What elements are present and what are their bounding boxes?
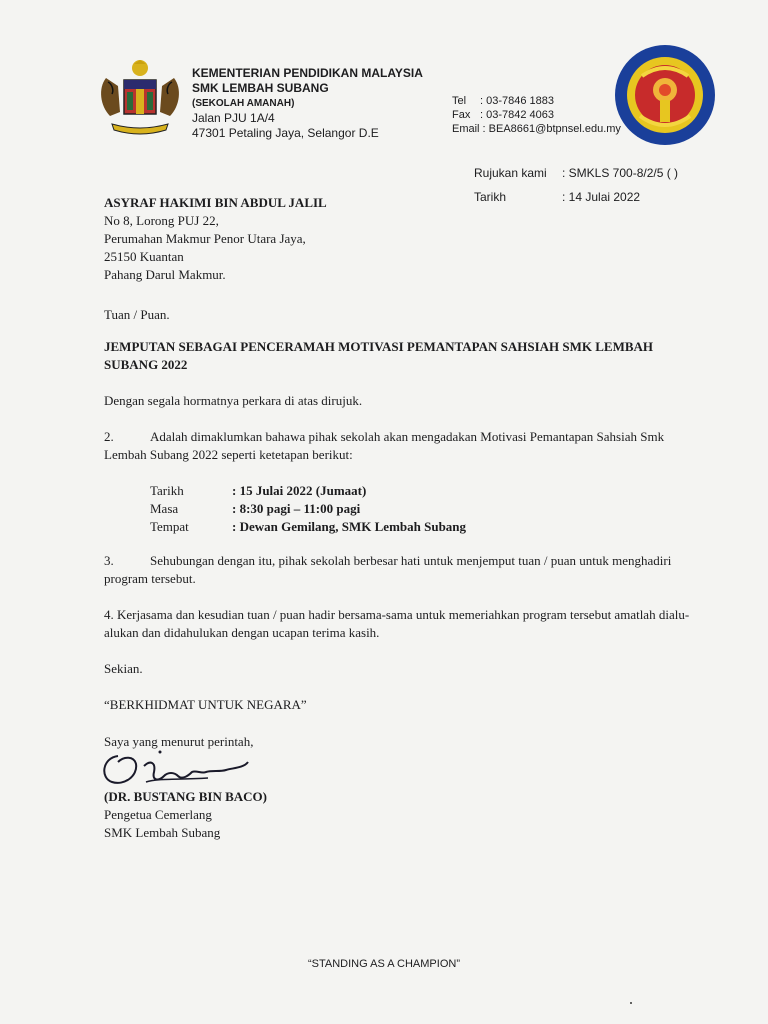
detail-value: : Dewan Gemilang, SMK Lembah Subang xyxy=(232,519,467,534)
event-details xyxy=(150,482,466,536)
address-line: No 8, Lorong PUJ 22, xyxy=(104,213,219,228)
school-street: Jalan PJU 1A/4 xyxy=(192,111,275,125)
closing-phrase: Saya yang menurut perintah, xyxy=(104,734,254,749)
detail-value: : 8:30 pagi – 11:00 pagi xyxy=(232,501,361,516)
address-line: 25150 Kuantan xyxy=(104,249,184,264)
signer-name: (DR. BUSTANG BIN BACO) xyxy=(104,789,267,804)
signer-school: SMK Lembah Subang xyxy=(104,825,221,840)
detail-label: Tempat xyxy=(150,519,189,534)
contact-block xyxy=(452,94,621,136)
scan-speck xyxy=(630,1002,632,1004)
tel-label: Tel xyxy=(452,95,467,107)
fax-value: : 03-7842 4063 xyxy=(480,109,555,121)
ministry-name: KEMENTERIAN PENDIDIKAN MALAYSIA xyxy=(192,66,423,80)
detail-label: Masa xyxy=(150,501,179,516)
email-text: Email : BEA8661@btpnsel.edu.my xyxy=(452,123,621,135)
paragraph-4: 4. Kerjasama dan kesudian tuan / puan hadir bersama-sama untuk memeriahkan program tersebut amatlah dialu-alukan dan didahulukan dengan ucapan terima kasih. xyxy=(104,607,690,640)
school-status: (SEKOLAH AMANAH) xyxy=(192,98,295,109)
detail-row xyxy=(150,482,466,500)
detail-row xyxy=(150,518,466,536)
salutation: Tuan / Puan. xyxy=(104,307,170,322)
recipient-address xyxy=(104,194,327,284)
signer-title: Pengetua Cemerlang xyxy=(104,807,212,822)
school-emblem-icon xyxy=(612,42,718,148)
ref-label: Rujukan kami xyxy=(474,166,547,180)
fax-label: Fax xyxy=(452,109,471,121)
paragraph-number: 3. xyxy=(104,553,114,568)
address-line: Pahang Darul Makmur. xyxy=(104,267,226,282)
signer-block xyxy=(104,788,267,842)
recipient-name: ASYRAF HAKIMI BIN ABDUL JALIL xyxy=(104,195,327,210)
letter-subject: JEMPUTAN SEBAGAI PENCERAMAH MOTIVASI PEMANTAPAN SAHSIAH SMK LEMBAH SUBANG 2022 xyxy=(104,339,654,372)
closing: Sekian. xyxy=(104,661,143,676)
coat-of-arms-icon xyxy=(94,58,186,138)
ref-value: : SMKLS 700-8/2/5 ( ) xyxy=(562,166,679,180)
detail-value: : 15 Julai 2022 (Jumaat) xyxy=(232,483,367,498)
detail-row xyxy=(150,500,466,518)
tel-value: : 03-7846 1883 xyxy=(480,95,555,107)
paragraph-1: Dengan segala hormatnya perkara di atas dirujuk. xyxy=(104,393,363,408)
paragraph-text: Adalah dimaklumkan bahawa pihak sekolah akan mengadakan Motivasi Pemantapan Sahsiah Smk Lembah Subang 2022 seperti ketetapan berikut: xyxy=(104,429,665,462)
paragraph-number: 2. xyxy=(104,429,114,444)
reference-block xyxy=(474,161,678,209)
letterhead-organization xyxy=(192,66,423,141)
address-line: Perumahan Makmur Penor Utara Jaya, xyxy=(104,231,306,246)
detail-label: Tarikh xyxy=(150,483,184,498)
footer-slogan: “STANDING AS A CHAMPION” xyxy=(308,958,460,970)
school-name: SMK LEMBAH SUBANG xyxy=(192,81,329,95)
school-city: 47301 Petaling Jaya, Selangor D.E xyxy=(192,126,379,140)
paragraph-3 xyxy=(104,552,700,588)
date-value: : 14 Julai 2022 xyxy=(562,190,641,204)
paragraph-text: Sehubungan dengan itu, pihak sekolah berbesar hati untuk menjemput tuan / puan untuk menghadiri program tersebut. xyxy=(104,553,672,586)
date-label: Tarikh xyxy=(474,190,507,204)
motto: “BERKHIDMAT UNTUK NEGARA” xyxy=(104,697,307,712)
paragraph-2 xyxy=(104,428,700,464)
